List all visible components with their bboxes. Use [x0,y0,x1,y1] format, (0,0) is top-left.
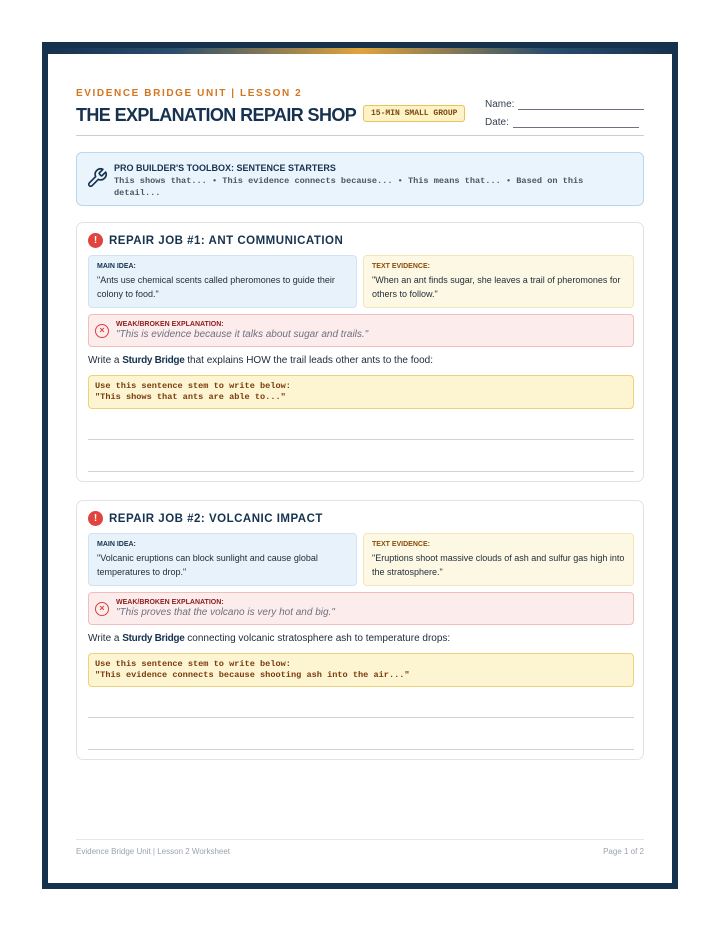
date-row [485,110,644,128]
main-idea-card [88,255,357,308]
date-field[interactable] [513,119,639,128]
writing-line-2[interactable] [88,471,634,472]
job-title: REPAIR JOB #2: VOLCANIC IMPACT [109,512,323,525]
sentence-starters: This shows that... • This evidence connects because... • This means that... • Based on this detail... [114,176,584,198]
text-evidence-label: TEXT EVIDENCE: [372,541,430,548]
x-circle-icon: × [95,602,109,616]
name-field[interactable] [518,101,644,110]
text-evidence-text: "When an ant finds sugar, she leaves a trail of pheromones for others to follow." [372,275,621,299]
text-evidence-card [363,533,634,586]
writing-line-2[interactable] [88,749,634,750]
text-evidence-label: TEXT EVIDENCE: [372,263,430,270]
text-evidence-text: "Eruptions shoot massive clouds of ash and sulfur gas high into the stratosphere." [372,553,625,577]
stem-instruction: Use this sentence stem to write below: [95,659,291,669]
weak-explanation-label: WEAK/BROKEN EXPLANATION: [116,321,224,328]
weak-explanation-text: "This is evidence because it talks about sugar and trails." [116,329,369,340]
footer-divider [76,839,644,840]
weak-explanation-box [88,592,634,625]
prompt-prefix: Write a [88,633,123,644]
prompt-suffix: that explains HOW the trail leads other ants to the food: [184,355,433,366]
weak-explanation-box [88,314,634,347]
text-evidence-card [363,255,634,308]
main-idea-text: "Volcanic eruptions can block sunlight and cause global temperatures to drop." [97,553,318,577]
worksheet-frame [42,42,678,889]
main-idea-label: MAIN IDEA: [97,263,136,270]
repair-job-2 [76,500,644,760]
date-label: Date: [485,117,509,128]
toolbox-panel [76,152,644,206]
writing-line-1[interactable] [88,439,634,440]
stem-text: "This evidence connects because shooting ash into the air..." [95,670,410,680]
stem-instruction: Use this sentence stem to write below: [95,381,291,391]
alert-icon: ! [88,511,103,526]
job-header [88,511,323,526]
prompt-keyword: Sturdy Bridge [122,355,185,366]
prompt-suffix: connecting volcanic stratosphere ash to temperature drops: [184,633,451,644]
weak-explanation-label: WEAK/BROKEN EXPLANATION: [116,599,224,606]
main-idea-card [88,533,357,586]
unit-label: EVIDENCE BRIDGE UNIT | LESSON 2 [76,88,303,99]
writing-prompt [88,633,634,644]
sentence-stem-box [88,653,634,687]
job-header [88,233,343,248]
sentence-stem-box [88,375,634,409]
wrench-icon [86,167,108,189]
header-divider [76,135,644,136]
prompt-prefix: Write a [88,355,123,366]
job-title: REPAIR JOB #1: ANT COMMUNICATION [109,234,344,247]
duration-badge: 15-MIN SMALL GROUP [363,105,465,122]
prompt-keyword: Sturdy Bridge [122,633,185,644]
alert-icon: ! [88,233,103,248]
footer-title: Evidence Bridge Unit | Lesson 2 Worksheet [76,847,231,856]
x-circle-icon: × [95,324,109,338]
stem-text: "This shows that ants are able to..." [95,392,286,402]
page-number: Page 1 of 2 [603,847,644,856]
toolbox-title: PRO BUILDER'S TOOLBOX: SENTENCE STARTERS [114,163,336,173]
frame-accent-bar [48,48,672,54]
name-date-block [485,92,644,128]
writing-line-1[interactable] [88,717,634,718]
repair-job-1 [76,222,644,482]
name-label: Name: [485,99,515,110]
page-title: THE EXPLANATION REPAIR SHOP [76,105,357,125]
name-row [485,92,644,110]
weak-explanation-text: "This proves that the volcano is very hot and big." [116,607,335,618]
main-idea-label: MAIN IDEA: [97,541,136,548]
writing-prompt [88,355,634,366]
main-idea-text: "Ants use chemical scents called pheromones to guide their colony to food." [97,275,335,299]
